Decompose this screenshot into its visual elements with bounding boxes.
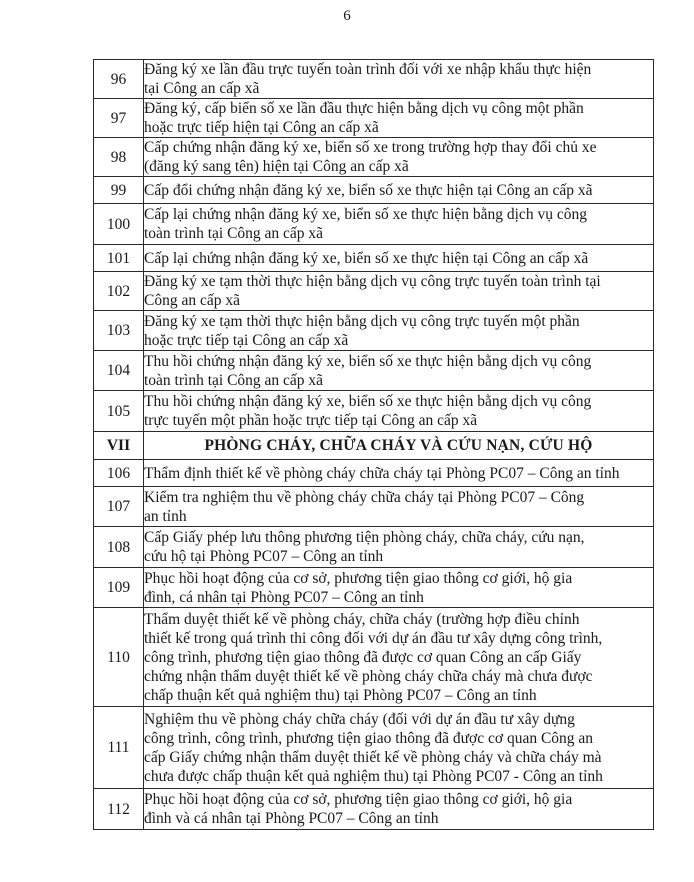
- item-number: 107: [94, 487, 144, 527]
- item-number: 99: [94, 177, 144, 204]
- text-line: Cấp lại chứng nhận đăng ký xe, biển số xe thực hiện tại Công an cấp xã: [144, 249, 589, 267]
- text-line: đình và cá nhân tại Phòng PC07 – Công an tỉnh: [144, 810, 439, 827]
- item-description: [144, 272, 654, 311]
- text-line: hoặc trực tiếp hiện tại Công an cấp xã: [144, 119, 379, 136]
- item-number: 100: [94, 204, 144, 245]
- page-number: 6: [343, 8, 351, 24]
- text-line: Đăng ký xe tạm thời thực hiện bằng dịch vụ công trực tuyến toàn trình tại: [144, 273, 601, 290]
- item-description: [144, 527, 654, 568]
- item-number: 103: [94, 311, 144, 351]
- text-line: Phục hồi hoạt động của cơ sở, phương tiện giao thông cơ giới, hộ gia: [144, 791, 573, 808]
- section-header-row: [94, 432, 654, 460]
- text-line: Phục hồi hoạt động của cơ sở, phương tiện giao thông cơ giới, hộ gia: [144, 569, 573, 587]
- text-line: thiết kế trong quá trình thi công đối với dự án đầu tư xây dựng công trình,: [144, 629, 603, 647]
- text-line: Đăng ký, cấp biển số xe lần đầu thực hiện bằng dịch vụ công một phần: [144, 100, 584, 117]
- item-description: [144, 487, 654, 527]
- item-description: [144, 204, 654, 245]
- text-line: cứu hộ tại Phòng PC07 – Công an tỉnh: [144, 548, 384, 565]
- item-number: 97: [94, 99, 144, 138]
- text-line: (đăng ký sang tên) hiện tại Công an cấp xã: [144, 158, 409, 175]
- table-row: [94, 391, 654, 432]
- text-line: trực tuyến một phần hoặc trực tiếp tại Công an cấp xã: [144, 412, 478, 429]
- table-row: [94, 272, 654, 311]
- text-line: Cấp đổi chứng nhận đăng ký xe, biển số xe thực hiện tại Công an cấp xã: [144, 181, 593, 199]
- item-number: 110: [94, 608, 144, 707]
- item-number: 101: [94, 245, 144, 272]
- table-row: [94, 351, 654, 391]
- item-number: 111: [94, 707, 144, 789]
- table-row: [94, 487, 654, 527]
- table-row: [94, 138, 654, 177]
- text-line: Nghiệm thu về phòng cháy chữa cháy (đối với dự án đầu tư xây dựng: [144, 710, 575, 728]
- text-line: toàn trình tại Công an cấp xã: [144, 371, 324, 389]
- text-line: Đăng ký xe tạm thời thực hiện bằng dịch vụ công trực tuyến một phần: [144, 312, 580, 330]
- text-line: toàn trình tại Công an cấp xã: [144, 225, 324, 242]
- table-row: [94, 527, 654, 568]
- table-row: [94, 177, 654, 204]
- text-line: an tỉnh: [144, 507, 187, 525]
- text-line: Cấp chứng nhận đăng ký xe, biển số xe trong trường hợp thay đổi chủ xe: [144, 139, 597, 156]
- item-number: 112: [94, 789, 144, 830]
- item-description: [144, 789, 654, 830]
- item-description: [144, 99, 654, 138]
- item-description: [144, 351, 654, 391]
- table-row: [94, 568, 654, 608]
- item-description: [144, 391, 654, 432]
- item-number: 102: [94, 272, 144, 311]
- text-line: công trình, công trình, phương tiện giao thông đã được cơ quan Công an: [144, 729, 594, 747]
- item-number: 98: [94, 138, 144, 177]
- table-row: [94, 460, 654, 487]
- item-description: [144, 60, 654, 99]
- text-line: Đăng ký xe lần đầu trực tuyến toàn trình đối với xe nhập khẩu thực hiện: [144, 61, 592, 78]
- text-line: Thu hồi chứng nhận đăng ký xe, biển số xe thực hiện bằng dịch vụ công: [144, 393, 592, 410]
- item-description: [144, 608, 654, 707]
- text-line: Thẩm duyệt thiết kế về phòng cháy, chữa cháy (trường hợp điều chỉnh: [144, 610, 580, 628]
- item-description: [144, 311, 654, 351]
- text-line: Công an cấp xã: [144, 292, 240, 309]
- text-line: đình, cá nhân tại Phòng PC07 – Công an tỉnh: [144, 588, 424, 606]
- procedures-table: [93, 59, 654, 830]
- text-line: cấp Giấy chứng nhận thẩm duyệt thiết kế về phòng cháy và chữa cháy mà: [144, 748, 602, 766]
- table-row: [94, 608, 654, 707]
- section-title: [144, 432, 654, 460]
- table-row: [94, 60, 654, 99]
- table-row: [94, 99, 654, 138]
- text-line: Kiểm tra nghiệm thu về phòng cháy chữa cháy tại Phòng PC07 – Công: [144, 488, 585, 506]
- text-line: Thu hồi chứng nhận đăng ký xe, biển số xe thực hiện bằng dịch vụ công: [144, 352, 592, 370]
- table-row: [94, 311, 654, 351]
- text-line: Thẩm định thiết kế về phòng cháy chữa cháy tại Phòng PC07 – Công an tỉnh: [144, 464, 620, 482]
- text-line: tại Công an cấp xã: [144, 80, 260, 97]
- text-line: chấp thuận kết quả nghiệm thu) tại Phòng PC07 – Công an tỉnh: [144, 686, 537, 704]
- text-line: công trình, phương tiện giao thông đã được cơ quan Công an cấp Giấy: [144, 648, 582, 666]
- table-row: [94, 789, 654, 830]
- item-description: [144, 245, 654, 272]
- item-number: 108: [94, 527, 144, 568]
- item-number: 96: [94, 60, 144, 99]
- item-description: [144, 707, 654, 789]
- item-description: [144, 138, 654, 177]
- item-number: 104: [94, 351, 144, 391]
- table-row: [94, 204, 654, 245]
- item-description: [144, 460, 654, 487]
- item-description: [144, 568, 654, 608]
- text-line: hoặc trực tiếp tại Công an cấp xã: [144, 331, 349, 349]
- section-number: VII: [94, 432, 144, 460]
- text-line: chứng nhận thẩm duyệt thiết kế về phòng cháy chữa cháy mà chưa được: [144, 667, 593, 685]
- text-line: Cấp Giấy phép lưu thông phương tiện phòng cháy, chữa cháy, cứu nạn,: [144, 529, 585, 546]
- table-row: [94, 245, 654, 272]
- table-row: [94, 707, 654, 789]
- item-number: 105: [94, 391, 144, 432]
- item-number: 109: [94, 568, 144, 608]
- procedures-table-body: [94, 60, 654, 830]
- item-number: 106: [94, 460, 144, 487]
- text-line: PHÒNG CHÁY, CHỮA CHÁY VÀ CỨU NẠN, CỨU HỘ: [204, 437, 593, 454]
- item-description: [144, 177, 654, 204]
- text-line: chưa được chấp thuận kết quả nghiệm thu) tại Phòng PC07 - Công an tỉnh: [144, 767, 603, 785]
- text-line: Cấp lại chứng nhận đăng ký xe, biển số xe thực hiện bằng dịch vụ công: [144, 206, 587, 223]
